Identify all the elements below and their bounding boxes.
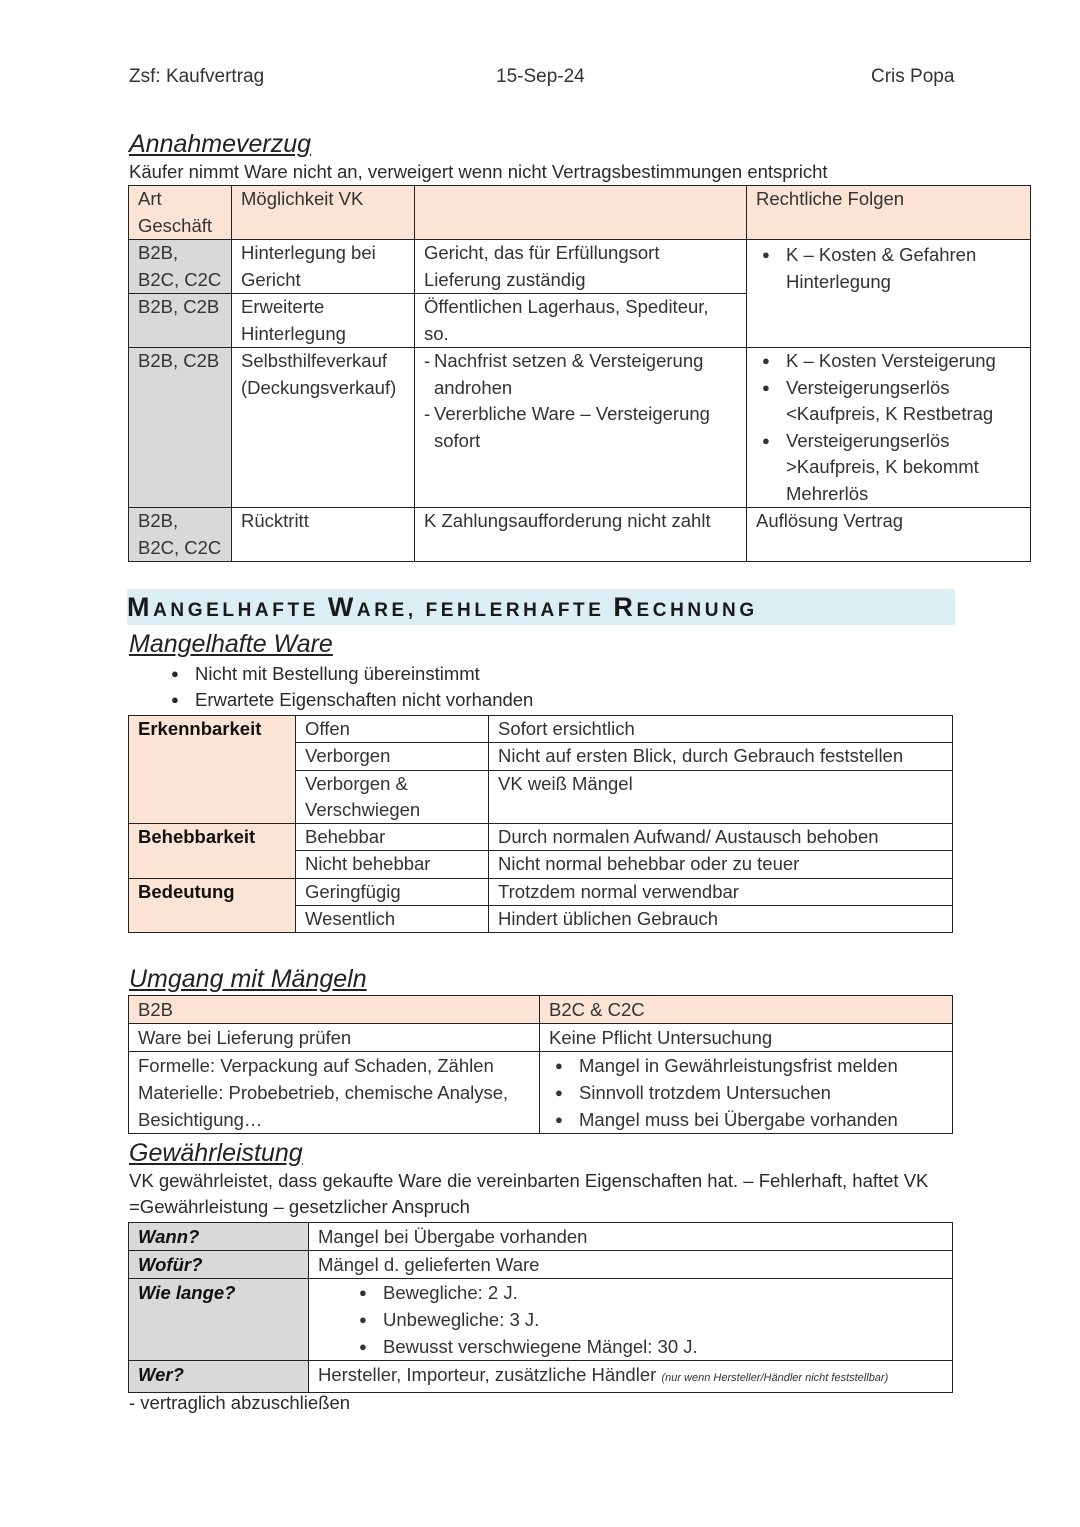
list-item: ● Sinnvoll trotzdem Untersuchen xyxy=(579,1079,943,1106)
moeglichkeit-cell: Selbsthilfeverkauf (Deckungsverkauf) xyxy=(232,348,415,508)
header-art: Art Geschäft xyxy=(129,186,232,240)
table-row xyxy=(129,240,1031,294)
detail-cell: Öffentlichen Lagerhaus, Spediteur, so. xyxy=(415,294,747,348)
moeglichkeit-cell: Rücktritt xyxy=(232,508,415,562)
description-cell: Durch normalen Aufwand/ Austausch behoben xyxy=(489,824,953,851)
text-line: Materielle: Probebetrieb, chemische Analyse, Besichtigung… xyxy=(138,1082,509,1130)
description-cell: Hindert üblichen Gebrauch xyxy=(489,906,953,933)
header-folgen: Rechtliche Folgen xyxy=(747,186,1031,240)
type-cell: Verborgen & Verschwiegen xyxy=(296,770,489,824)
b2c-cell: Keine Pflicht Untersuchung xyxy=(540,1024,953,1052)
table-row xyxy=(129,1052,953,1134)
folgen-cell xyxy=(747,240,1031,348)
list-item: ● Versteigerungserlös >Kaufpreis, K bekommt Mehrerlös xyxy=(786,428,1021,508)
list-item: ● Mangel muss bei Übergabe vorhanden xyxy=(579,1106,943,1133)
table-header-row xyxy=(129,996,953,1024)
table-row xyxy=(129,1223,953,1251)
list-item: ● K – Kosten & Gefahren Hinterlegung xyxy=(786,242,1021,295)
doc-header-author: Cris Popa xyxy=(871,66,955,87)
table-row xyxy=(129,878,953,905)
mangel-table xyxy=(128,715,953,933)
header-moeglichkeit: Möglichkeit VK xyxy=(232,186,415,240)
label-wofuer: Wofür? xyxy=(129,1251,309,1279)
table-row xyxy=(129,508,1031,562)
text-line: Formelle: Verpackung auf Schaden, Zählen xyxy=(138,1055,494,1076)
value-cell: Mängel d. gelieferten Ware xyxy=(309,1251,953,1279)
gewaehrleistung-heading: Gewährleistung xyxy=(129,1139,303,1167)
list-item: ● Versteigerungserlös <Kaufpreis, K Restbetrag xyxy=(786,375,1021,428)
mangel-bullets xyxy=(165,661,533,713)
description-cell: Nicht auf ersten Blick, durch Gebrauch feststellen xyxy=(489,743,953,770)
header-empty xyxy=(415,186,747,240)
table-row xyxy=(129,824,953,851)
folgen-cell xyxy=(747,348,1031,508)
umgang-table xyxy=(128,995,953,1134)
b2c-cell xyxy=(540,1052,953,1134)
value-cell xyxy=(309,1279,953,1361)
art-cell: B2B, C2B xyxy=(129,348,232,508)
list-item: ● Unbewegliche: 3 J. xyxy=(383,1306,943,1333)
doc-header-date: 15-Sep-24 xyxy=(496,66,585,87)
gewaehrleistung-table xyxy=(128,1222,953,1393)
annahmeverzug-heading: Annahmeverzug xyxy=(129,130,312,158)
folgen-cell: Auflösung Vertrag xyxy=(747,508,1031,562)
table-row xyxy=(129,1361,953,1393)
category-bedeutung: Bedeutung xyxy=(129,878,296,933)
art-cell: B2B, B2C, C2C xyxy=(129,508,232,562)
description-cell: Trotzdem normal verwendbar xyxy=(489,878,953,905)
label-wann: Wann? xyxy=(129,1223,309,1251)
header-b2c: B2C & C2C xyxy=(540,996,953,1024)
detail-cell xyxy=(415,348,747,508)
b2b-cell: Ware bei Lieferung prüfen xyxy=(129,1024,540,1052)
type-cell: Wesentlich xyxy=(296,906,489,933)
description-cell: VK weiß Mängel xyxy=(489,770,953,824)
detail-cell: Gericht, das für Erfüllungsort Lieferung zuständig xyxy=(415,240,747,294)
type-cell: Geringfügig xyxy=(296,878,489,905)
list-item: ● Bewusst verschwiegene Mängel: 30 J. xyxy=(383,1333,943,1360)
moeglichkeit-cell: Erweiterte Hinterlegung xyxy=(232,294,415,348)
type-cell: Nicht behebbar xyxy=(296,851,489,878)
type-cell: Verborgen xyxy=(296,743,489,770)
table-header-row xyxy=(129,186,1031,240)
list-item: - Vererbliche Ware – Versteigerung sofort xyxy=(434,401,737,454)
table-row xyxy=(129,1024,953,1052)
moeglichkeit-cell: Hinterlegung bei Gericht xyxy=(232,240,415,294)
doc-header-title: Zsf: Kaufvertrag xyxy=(129,66,265,87)
list-item: ● Bewegliche: 2 J. xyxy=(383,1279,943,1306)
art-cell: B2B, B2C, C2C xyxy=(129,240,232,294)
list-item: - Nachfrist setzen & Versteigerung androhen xyxy=(434,348,737,401)
table-row xyxy=(129,1251,953,1279)
annahmeverzug-table xyxy=(128,185,1031,562)
value-cell: Hersteller, Importeur, zusätzliche Händler (nur wenn Hersteller/Händler nicht feststellbar) xyxy=(309,1361,953,1393)
table-row xyxy=(129,716,953,743)
gewaehrleistung-footer: - vertraglich abzuschließen xyxy=(129,1392,351,1413)
label-wer: Wer? xyxy=(129,1361,309,1393)
mangelhafte-ware-heading: Mangelhafte Ware xyxy=(129,630,333,658)
header-b2b: B2B xyxy=(129,996,540,1024)
gewaehrleistung-intro: VK gewährleistet, dass gekaufte Ware die vereinbarten Eigenschaften hat. – Fehlerhaft, haftet VK =Gewährleistung – gesetzlicher Anspruch xyxy=(129,1170,929,1217)
list-item: ● Mangel in Gewährleistungsfrist melden xyxy=(579,1052,943,1079)
annahmeverzug-intro: Käufer nimmt Ware nicht an, verweigert wenn nicht Vertragsbestimmungen entspricht xyxy=(129,161,828,182)
b2b-cell xyxy=(129,1052,540,1134)
description-cell: Nicht normal behebbar oder zu teuer xyxy=(489,851,953,878)
list-item: ● Erwartete Eigenschaften nicht vorhanden xyxy=(195,687,533,713)
footnote-note: (nur wenn Hersteller/Händler nicht feststellbar) xyxy=(661,1372,889,1384)
list-item: ● Nicht mit Bestellung übereinstimmt xyxy=(195,661,533,687)
section-banner: MANGELHAFTE WARE, FEHLERHAFTE RECHNUNG xyxy=(127,589,955,625)
table-row xyxy=(129,1279,953,1361)
category-behebbarkeit: Behebbarkeit xyxy=(129,824,296,879)
table-row xyxy=(129,348,1031,508)
type-cell: Offen xyxy=(296,716,489,743)
description-cell: Sofort ersichtlich xyxy=(489,716,953,743)
value-cell: Mangel bei Übergabe vorhanden xyxy=(309,1223,953,1251)
detail-cell: K Zahlungsaufforderung nicht zahlt xyxy=(415,508,747,562)
umgang-heading: Umgang mit Mängeln xyxy=(129,965,367,993)
category-erkennbarkeit: Erkennbarkeit xyxy=(129,716,296,824)
art-cell: B2B, C2B xyxy=(129,294,232,348)
list-item: ● K – Kosten Versteigerung xyxy=(786,348,1021,375)
type-cell: Behebbar xyxy=(296,824,489,851)
label-wie-lange: Wie lange? xyxy=(129,1279,309,1361)
